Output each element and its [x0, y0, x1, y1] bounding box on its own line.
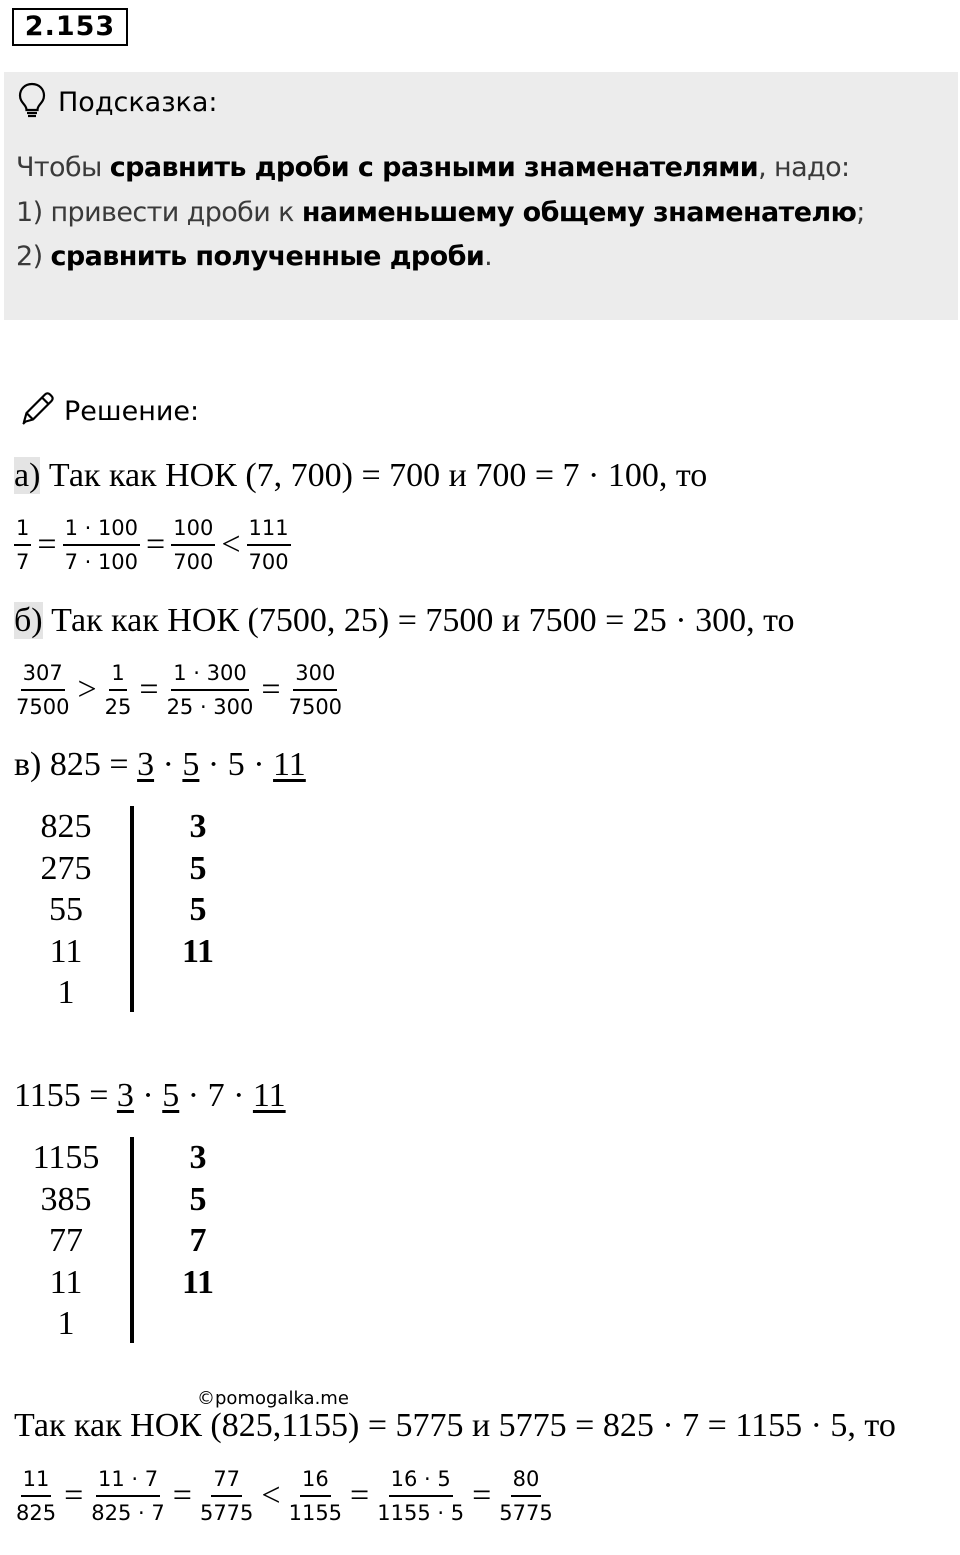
relation-sign: = — [64, 1477, 84, 1514]
hint-line-2: 1) привести дроби к наименьшему общему знаменателю; — [16, 197, 865, 228]
numerator: 1 · 100 — [63, 515, 140, 546]
divisors-column: 3 5 7 11 — [181, 1139, 215, 1301]
fraction — [14, 515, 31, 575]
lightbulb-icon — [18, 82, 46, 123]
fraction — [247, 515, 291, 575]
numerator: 11 · 7 — [96, 1466, 160, 1497]
relation-sign: = — [37, 526, 57, 563]
numerator: 16 — [300, 1466, 331, 1497]
dividends-column: 825 275 55 11 1 — [40, 808, 92, 1011]
factor-table-825 — [16, 806, 228, 1014]
pencil-icon — [18, 390, 56, 433]
hint-title: Подсказка: — [58, 86, 218, 118]
fraction — [198, 1466, 255, 1526]
numerator: 1 — [109, 660, 126, 691]
solution-title: Решение: — [64, 395, 200, 427]
relation-sign: > — [77, 671, 97, 708]
numerator: 1 — [14, 515, 31, 546]
relation-sign: < — [221, 526, 241, 563]
denominator: 7 · 100 — [64, 550, 139, 574]
numerator: 80 — [511, 1466, 542, 1497]
denominator: 7500 — [288, 695, 343, 719]
numerator: 307 — [21, 660, 65, 691]
fraction — [63, 515, 140, 575]
part-c-fractions — [14, 1466, 555, 1526]
fraction — [287, 660, 344, 720]
hint-line-1: Чтобы сравнить дроби с разными знаменателями, надо: — [16, 152, 850, 183]
fraction — [287, 1466, 344, 1526]
fraction — [497, 1466, 554, 1526]
relation-sign: = — [172, 1477, 192, 1514]
hint-line-3: 2) сравнить полученные дроби. — [16, 241, 493, 272]
fraction — [375, 1466, 466, 1526]
relation-sign: = — [350, 1477, 370, 1514]
part-a-statement: а) Так как НОК (7, 700) = 700 и 700 = 7 · 100, то — [14, 457, 708, 494]
part-b-statement: б) Так как НОК (7500, 25) = 7500 и 7500 = 25 · 300, то — [14, 602, 795, 639]
solution-header — [18, 390, 199, 432]
numerator: 100 — [171, 515, 215, 546]
denominator: 825 — [16, 1501, 57, 1525]
denominator: 700 — [173, 550, 214, 574]
numerator: 1 · 300 — [171, 660, 248, 691]
denominator: 25 — [104, 695, 132, 719]
part-c-conclusion: Так как НОК (825,1155) = 5775 и 5775 = 825 · 7 = 1155 · 5, то — [14, 1407, 896, 1444]
denominator: 25 · 300 — [166, 695, 254, 719]
relation-sign: = — [472, 1477, 492, 1514]
numerator: 111 — [247, 515, 291, 546]
relation-sign: = — [146, 526, 166, 563]
numerator: 300 — [293, 660, 337, 691]
part-c-factor-825: в) 825 = 3 · 5 · 5 · 11 — [14, 746, 306, 783]
factor-table-1155 — [16, 1137, 228, 1345]
part-a-fractions — [14, 515, 291, 575]
numerator: 16 · 5 — [389, 1466, 453, 1497]
fraction — [14, 660, 71, 720]
fraction — [165, 660, 256, 720]
denominator: 7 — [16, 550, 30, 574]
denominator: 5775 — [199, 1501, 254, 1525]
denominator: 1155 — [288, 1501, 343, 1525]
denominator: 825 · 7 — [91, 1501, 165, 1525]
hint-header — [18, 82, 218, 122]
fraction — [14, 1466, 58, 1526]
numerator: 11 — [21, 1466, 52, 1497]
divisors-column: 3 5 5 11 — [181, 808, 215, 970]
dividends-column: 1155 385 77 11 1 — [32, 1139, 100, 1342]
fraction — [171, 515, 215, 575]
relation-sign: = — [261, 671, 281, 708]
watermark: ©pomogalka.me — [197, 1388, 349, 1409]
task-number: 2.153 — [12, 8, 128, 46]
denominator: 7500 — [16, 695, 70, 719]
fraction — [89, 1466, 166, 1526]
numerator: 77 — [211, 1466, 242, 1497]
relation-sign: = — [139, 671, 159, 708]
relation-sign: < — [261, 1477, 281, 1514]
part-b-fractions — [14, 660, 344, 720]
fraction — [103, 660, 134, 720]
denominator: 1155 · 5 — [377, 1501, 465, 1525]
part-c-factor-1155: 1155 = 3 · 5 · 7 · 11 — [14, 1077, 286, 1114]
denominator: 5775 — [499, 1501, 553, 1525]
denominator: 700 — [248, 550, 289, 574]
